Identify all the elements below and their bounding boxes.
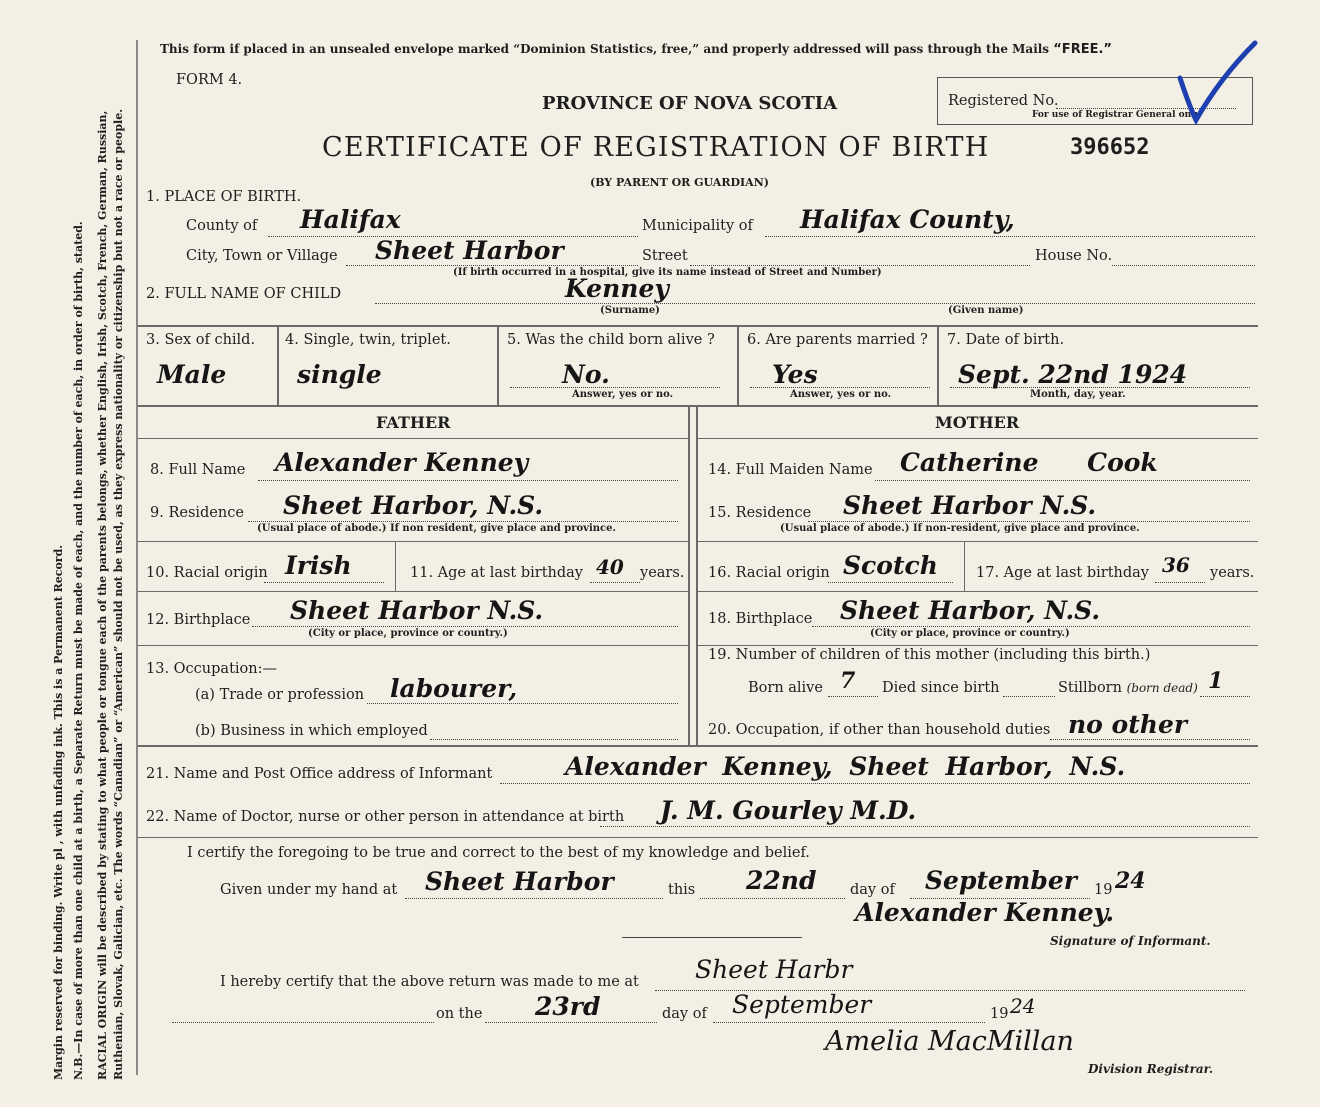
mother-age-label: 17. Age at last birthday [976, 565, 1149, 581]
stillborn-label: Stillborn (born dead) [1058, 680, 1198, 696]
registered-label: Registered No. [948, 93, 1059, 109]
father-residence-value: Sheet Harbor, N.S. [283, 491, 544, 520]
father-age-label: 11. Age at last birthday [410, 565, 583, 581]
signature-rule [622, 937, 802, 938]
married-value: Yes [772, 360, 818, 389]
father-occupation-label: 13. Occupation:— [146, 661, 277, 677]
dob-note: Month, day, year. [1030, 389, 1126, 400]
county-value: Halifax [300, 205, 401, 234]
alive-note: Answer, yes or no. [572, 389, 674, 400]
certificate-subtitle: (BY PARENT OR GUARDIAN) [590, 176, 769, 189]
nationality-note: Ruthenian, Slovak, Galician, etc. The words “Canadian” or “American” should not be used, as they express nationality or citizenship but not a race or people. [112, 108, 125, 1080]
father-race-label: 10. Racial origin [146, 565, 268, 581]
father-business-underline [430, 739, 678, 740]
house-label: House No. [1035, 248, 1113, 264]
surname-note: (Surname) [600, 305, 660, 316]
mother-birthplace-value: Sheet Harbor, N.S. [840, 596, 1101, 625]
mother-race-label: 16. Racial origin [708, 565, 830, 581]
informant-label: 21. Name and Post Office address of Informant [146, 766, 493, 782]
alive-value: No. [562, 360, 610, 389]
informant-signature-label: Signature of Informant. [1050, 934, 1211, 948]
father-birthplace-value: Sheet Harbor N.S. [290, 596, 544, 625]
registration-number: 396652 [1070, 135, 1150, 160]
father-rule-1 [138, 541, 688, 542]
father-name-value: Alexander Kenney [275, 448, 529, 477]
father-name-label: 8. Full Name [150, 462, 246, 478]
mother-name-value: Catherine Cook [900, 448, 1158, 477]
father-race-divider [395, 541, 396, 591]
father-trade-label: (a) Trade or profession [195, 687, 365, 703]
given-place-value: Sheet Harbor [425, 867, 614, 896]
box-divider-3 [737, 325, 739, 405]
dob-label: 7. Date of birth. [947, 332, 1065, 348]
father-rule-2 [138, 591, 688, 592]
mother-birthplace-note: (City or place, province or country.) [870, 628, 1070, 639]
mother-children-label: 19. Number of children of this mother (including this birth.) [708, 647, 1151, 663]
informant-signature: Alexander Kenney. [855, 898, 1115, 927]
mother-rule-1 [698, 541, 1258, 542]
mother-race-value: Scotch [843, 551, 938, 580]
multiple-label: 4. Single, twin, triplet. [285, 332, 451, 348]
form-left-border [136, 40, 138, 1075]
registrar-day-value: 23rd [535, 992, 601, 1021]
multiple-value: single [297, 360, 382, 389]
house-underline [1112, 265, 1255, 266]
doctor-underline [600, 826, 1250, 827]
form-number: FORM 4. [176, 72, 243, 88]
city-value: Sheet Harbor [375, 236, 564, 265]
street-underline [690, 265, 1030, 266]
father-race-underline [264, 582, 384, 583]
column-divider-left [688, 405, 690, 745]
given-day-underline [700, 898, 845, 899]
multiple-birth-note: N.B.—In case of more than one child at a birth, a Separate Return must be made of each, and the number of each, in order of birth, stated. [72, 221, 85, 1080]
father-residence-underline [248, 521, 678, 522]
registrar-signature: Amelia MacMillan [825, 1026, 1074, 1057]
died-since-label: Died since birth [882, 680, 1000, 696]
mother-age-value: 36 [1162, 553, 1190, 577]
mother-race-divider [964, 541, 965, 591]
municipality-underline [765, 236, 1255, 237]
alive-label: 5. Was the child born alive ? [507, 332, 715, 348]
father-business-label: (b) Business in which employed [195, 723, 428, 739]
given-month-value: September [925, 866, 1077, 895]
mother-residence-label: 15. Residence [708, 505, 812, 521]
mother-rule-3 [698, 645, 1258, 646]
rule-top-boxes [138, 325, 1258, 327]
city-label: City, Town or Village [186, 248, 338, 264]
given-place-underline [405, 898, 663, 899]
given-name-note: (Given name) [948, 305, 1024, 316]
street-label: Street [642, 248, 688, 264]
given-year-prefix: 19 [1094, 882, 1113, 898]
mother-occupation-value: no other [1068, 710, 1188, 739]
mother-abode-note: (Usual place of abode.) If non-resident, give place and province. [780, 523, 1140, 534]
father-age-value: 40 [596, 555, 624, 579]
certificate-title: CERTIFICATE OF REGISTRATION OF BIRTH [322, 132, 990, 163]
father-birthplace-label: 12. Birthplace [146, 612, 251, 628]
born-alive-underline [828, 696, 878, 697]
given-year-value: 24 [1115, 868, 1146, 894]
on-the-label: on the [436, 1006, 483, 1022]
registrar-place-value: Sheet Harbr [695, 955, 853, 984]
father-age-underline [590, 582, 640, 583]
sex-label: 3. Sex of child. [146, 332, 256, 348]
registrar-day-of-label: day of [662, 1006, 707, 1022]
mother-rule-2 [698, 591, 1258, 592]
mother-occupation-label: 20. Occupation, if other than household duties [708, 722, 1051, 738]
married-note: Answer, yes or no. [790, 389, 892, 400]
registrar-month-value: September [732, 990, 872, 1019]
registrar-signature-label: Division Registrar. [1088, 1062, 1214, 1076]
rule-informant [138, 745, 1258, 747]
mother-heading: MOTHER [935, 413, 1020, 432]
dob-value: Sept. 22nd 1924 [958, 360, 1188, 389]
married-label: 6. Are parents married ? [747, 332, 928, 348]
box-divider-1 [277, 325, 279, 405]
registrar-year-prefix: 19 [990, 1006, 1009, 1022]
province-heading: PROVINCE OF NOVA SCOTIA [542, 93, 838, 114]
rule-certification [138, 837, 1258, 838]
column-divider-right [696, 405, 698, 745]
doctor-value: J. M. Gourley M.D. [660, 796, 917, 825]
county-label: County of [186, 218, 258, 234]
father-name-underline [258, 480, 678, 481]
place-of-birth-heading: 1. PLACE OF BIRTH. [146, 189, 302, 205]
father-trade-value: labourer, [390, 674, 518, 703]
mother-name-underline [875, 480, 1250, 481]
stillborn-value: 1 [1208, 668, 1224, 694]
father-rule-3 [138, 645, 688, 646]
mother-birthplace-label: 18. Birthplace [708, 611, 813, 627]
registrar-day-underline [485, 1022, 657, 1023]
born-alive-value: 7 [840, 668, 856, 694]
informant-underline [500, 783, 1250, 784]
father-header-rule [138, 438, 688, 439]
father-residence-label: 9. Residence [150, 505, 244, 521]
box-divider-2 [497, 325, 499, 405]
municipality-label: Municipality of [642, 218, 753, 234]
father-heading: FATHER [376, 413, 451, 432]
rule-below-boxes [138, 405, 1258, 407]
given-under-label: Given under my hand at [220, 882, 398, 898]
mother-years-label: years. [1210, 565, 1255, 581]
mother-header-rule [698, 438, 1258, 439]
city-underline [346, 265, 638, 266]
this-label: this [668, 882, 696, 898]
mother-name-label: 14. Full Maiden Name [708, 462, 873, 478]
certification-statement: I certify the foregoing to be true and correct to the best of my knowledge and belief. [187, 845, 810, 861]
registrar-year-value: 24 [1010, 994, 1036, 1018]
given-day-value: 22nd [746, 866, 817, 895]
stillborn-underline [1200, 696, 1250, 697]
racial-origin-note: RACIAL ORIGIN will be described by stating to what people or tongue each of the parents belongs, whether English, Irish, Scotch, French, German, Russian, [96, 110, 109, 1080]
died-since-underline [1003, 696, 1055, 697]
sex-value: Male [157, 360, 227, 389]
father-abode-note: (Usual place of abode.) If non resident, give place and province. [257, 523, 616, 534]
alive-underline [510, 387, 720, 388]
registrar-statement: I hereby certify that the above return was made to me at [220, 974, 639, 990]
mail-notice: This form if placed in an unsealed envelope marked “Dominion Statistics, free,” and properly addressed will pass through the Mails “FREE.” [160, 42, 1112, 57]
registrar-month-underline [713, 1022, 985, 1023]
child-name-label: 2. FULL NAME OF CHILD [146, 286, 342, 302]
registrar-general-note: For use of Registrar General only [1032, 110, 1200, 120]
child-surname-value: Kenney [565, 274, 669, 303]
father-race-value: Irish [285, 551, 352, 580]
hospital-note: (If birth occurred in a hospital, give its name instead of Street and Number) [453, 267, 882, 278]
father-birthplace-note: (City or place, province or country.) [308, 628, 508, 639]
mother-birthplace-underline [812, 626, 1250, 627]
father-years-label: years. [640, 565, 685, 581]
father-trade-underline [367, 703, 678, 704]
municipality-value: Halifax County, [800, 205, 1015, 234]
binding-margin-note: Margin reserved for binding. Write pl , with unfading ink. This is a Permanent Record. [52, 544, 65, 1080]
mother-residence-value: Sheet Harbor N.S. [843, 491, 1097, 520]
registrar-leader [172, 1022, 434, 1023]
box-divider-4 [937, 325, 939, 405]
mother-residence-underline [808, 521, 1250, 522]
mother-race-underline [828, 582, 953, 583]
born-alive-label: Born alive [748, 680, 823, 696]
father-birthplace-underline [252, 626, 678, 627]
mother-occupation-underline [1050, 739, 1250, 740]
mother-age-underline [1155, 582, 1205, 583]
informant-value: Alexander Kenney, Sheet Harbor, N.S. [565, 752, 1126, 781]
given-day-of-label: day of [850, 882, 895, 898]
blue-check-mark [1160, 38, 1260, 138]
child-name-underline [375, 303, 1255, 304]
doctor-label: 22. Name of Doctor, nurse or other person in attendance at birth [146, 809, 625, 825]
